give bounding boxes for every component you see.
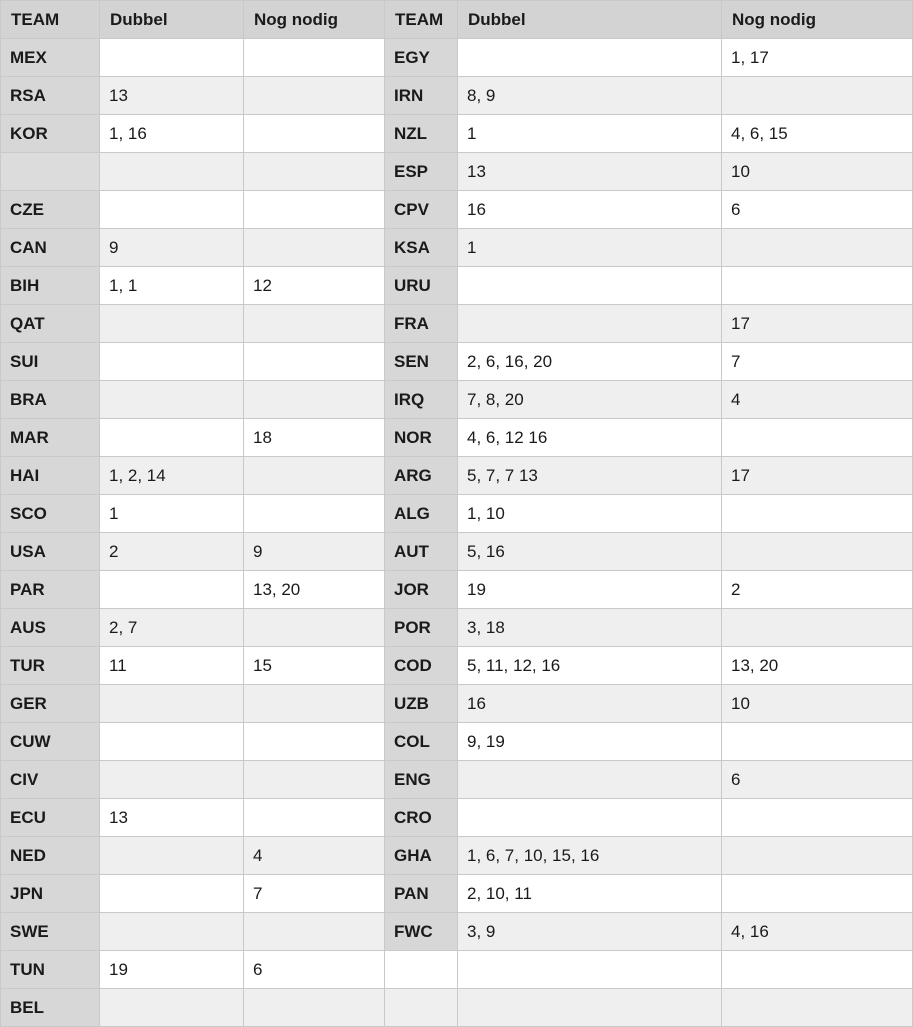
table-row bbox=[1, 609, 913, 647]
dubbel-cell-left[interactable] bbox=[100, 381, 244, 419]
nog-nodig-cell-right[interactable] bbox=[722, 495, 913, 533]
header-nog-nodig-right[interactable]: Nog nodig bbox=[722, 1, 913, 39]
dubbel-cell-right[interactable]: 8, 9 bbox=[458, 77, 722, 115]
table-row bbox=[1, 191, 913, 229]
team-cell-left[interactable]: SUI bbox=[1, 343, 100, 381]
dubbel-cell-right[interactable]: 3, 18 bbox=[458, 609, 722, 647]
team-cell-left[interactable]: SCO bbox=[1, 495, 100, 533]
team-cell-left[interactable]: TUN bbox=[1, 951, 100, 989]
dubbel-cell-right[interactable]: 2, 10, 11 bbox=[458, 875, 722, 913]
dubbel-cell-right[interactable]: 4, 6, 12 16 bbox=[458, 419, 722, 457]
team-cell-right[interactable]: ENG bbox=[385, 761, 458, 799]
dubbel-cell-left[interactable] bbox=[100, 989, 244, 1027]
team-cell-right[interactable]: FWC bbox=[385, 913, 458, 951]
table-row bbox=[1, 799, 913, 837]
nog-nodig-cell-right[interactable]: 6 bbox=[722, 191, 913, 229]
team-cell-right[interactable]: URU bbox=[385, 267, 458, 305]
dubbel-cell-right[interactable] bbox=[458, 305, 722, 343]
dubbel-cell-right[interactable] bbox=[458, 989, 722, 1027]
nog-nodig-cell-left[interactable] bbox=[244, 457, 385, 495]
nog-nodig-cell-right[interactable] bbox=[722, 419, 913, 457]
nog-nodig-cell-left[interactable]: 7 bbox=[244, 875, 385, 913]
team-cell-left[interactable]: GER bbox=[1, 685, 100, 723]
team-cell-right[interactable]: NOR bbox=[385, 419, 458, 457]
dubbel-cell-left[interactable] bbox=[100, 685, 244, 723]
dubbel-cell-right[interactable]: 9, 19 bbox=[458, 723, 722, 761]
dubbel-cell-right[interactable] bbox=[458, 951, 722, 989]
table-row bbox=[1, 647, 913, 685]
table-row bbox=[1, 875, 913, 913]
nog-nodig-cell-right[interactable]: 10 bbox=[722, 685, 913, 723]
team-cell-left[interactable]: MAR bbox=[1, 419, 100, 457]
nog-nodig-cell-left[interactable] bbox=[244, 989, 385, 1027]
team-cell-right[interactable]: SEN bbox=[385, 343, 458, 381]
table-row bbox=[1, 39, 913, 77]
team-cell-left[interactable]: MEX bbox=[1, 39, 100, 77]
team-cell-right[interactable]: CRO bbox=[385, 799, 458, 837]
nog-nodig-cell-right[interactable]: 17 bbox=[722, 305, 913, 343]
table-row bbox=[1, 571, 913, 609]
team-cell-right[interactable]: JOR bbox=[385, 571, 458, 609]
nog-nodig-cell-left[interactable]: 12 bbox=[244, 267, 385, 305]
table-row bbox=[1, 837, 913, 875]
dubbel-cell-right[interactable]: 5, 16 bbox=[458, 533, 722, 571]
team-cell-right[interactable]: CPV bbox=[385, 191, 458, 229]
nog-nodig-cell-left[interactable] bbox=[244, 495, 385, 533]
team-cell-left[interactable]: RSA bbox=[1, 77, 100, 115]
nog-nodig-cell-left[interactable]: 9 bbox=[244, 533, 385, 571]
team-cell-right[interactable]: ESP bbox=[385, 153, 458, 191]
nog-nodig-cell-right[interactable]: 7 bbox=[722, 343, 913, 381]
team-cell-left[interactable]: JPN bbox=[1, 875, 100, 913]
nog-nodig-cell-left[interactable] bbox=[244, 761, 385, 799]
team-cell-right[interactable] bbox=[385, 951, 458, 989]
nog-nodig-cell-left[interactable] bbox=[244, 685, 385, 723]
nog-nodig-cell-left[interactable] bbox=[244, 191, 385, 229]
team-cell-left[interactable]: CUW bbox=[1, 723, 100, 761]
nog-nodig-cell-left[interactable] bbox=[244, 153, 385, 191]
team-cell-left[interactable]: TUR bbox=[1, 647, 100, 685]
team-cell-left[interactable] bbox=[1, 153, 100, 191]
dubbel-cell-right[interactable]: 1, 6, 7, 10, 15, 16 bbox=[458, 837, 722, 875]
team-cell-right[interactable]: PAN bbox=[385, 875, 458, 913]
team-cell-right[interactable]: COL bbox=[385, 723, 458, 761]
nog-nodig-cell-left[interactable] bbox=[244, 609, 385, 647]
table-row bbox=[1, 723, 913, 761]
team-cell-left[interactable]: CZE bbox=[1, 191, 100, 229]
dubbel-cell-left[interactable]: 2, 7 bbox=[100, 609, 244, 647]
table-header bbox=[1, 1, 913, 39]
dubbel-cell-left[interactable] bbox=[100, 305, 244, 343]
dubbel-cell-left[interactable] bbox=[100, 723, 244, 761]
team-cell-right[interactable]: EGY bbox=[385, 39, 458, 77]
dubbel-cell-right[interactable]: 7, 8, 20 bbox=[458, 381, 722, 419]
dubbel-cell-right[interactable]: 16 bbox=[458, 685, 722, 723]
table-row bbox=[1, 951, 913, 989]
dubbel-cell-left[interactable] bbox=[100, 571, 244, 609]
table-row bbox=[1, 343, 913, 381]
table-row bbox=[1, 495, 913, 533]
nog-nodig-cell-right[interactable] bbox=[722, 267, 913, 305]
team-cell-left[interactable]: NED bbox=[1, 837, 100, 875]
dubbel-cell-left[interactable]: 1, 16 bbox=[100, 115, 244, 153]
team-cell-right[interactable]: NZL bbox=[385, 115, 458, 153]
dubbel-cell-right[interactable] bbox=[458, 267, 722, 305]
dubbel-cell-right[interactable]: 19 bbox=[458, 571, 722, 609]
table-row bbox=[1, 77, 913, 115]
nog-nodig-cell-left[interactable] bbox=[244, 305, 385, 343]
nog-nodig-cell-left[interactable] bbox=[244, 913, 385, 951]
dubbel-cell-left[interactable] bbox=[100, 913, 244, 951]
table-row bbox=[1, 267, 913, 305]
table-row bbox=[1, 989, 913, 1027]
nog-nodig-cell-left[interactable]: 15 bbox=[244, 647, 385, 685]
team-cell-left[interactable]: BIH bbox=[1, 267, 100, 305]
dubbel-cell-left[interactable] bbox=[100, 419, 244, 457]
nog-nodig-cell-left[interactable] bbox=[244, 229, 385, 267]
team-cell-left[interactable]: QAT bbox=[1, 305, 100, 343]
nog-nodig-cell-left[interactable]: 6 bbox=[244, 951, 385, 989]
table-row bbox=[1, 533, 913, 571]
dubbel-cell-right[interactable]: 5, 7, 7 13 bbox=[458, 457, 722, 495]
nog-nodig-cell-right[interactable]: 1, 17 bbox=[722, 39, 913, 77]
nog-nodig-cell-right[interactable]: 6 bbox=[722, 761, 913, 799]
dubbel-cell-left[interactable]: 13 bbox=[100, 799, 244, 837]
dubbel-cell-right[interactable]: 2, 6, 16, 20 bbox=[458, 343, 722, 381]
nog-nodig-cell-right[interactable]: 2 bbox=[722, 571, 913, 609]
dubbel-cell-left[interactable]: 11 bbox=[100, 647, 244, 685]
dubbel-cell-left[interactable]: 1, 1 bbox=[100, 267, 244, 305]
dubbel-cell-right[interactable]: 3, 9 bbox=[458, 913, 722, 951]
team-cell-left[interactable]: ECU bbox=[1, 799, 100, 837]
nog-nodig-cell-left[interactable] bbox=[244, 39, 385, 77]
nog-nodig-cell-right[interactable] bbox=[722, 989, 913, 1027]
team-cell-left[interactable]: BRA bbox=[1, 381, 100, 419]
team-cell-right[interactable]: KSA bbox=[385, 229, 458, 267]
dubbel-cell-left[interactable] bbox=[100, 343, 244, 381]
dubbel-cell-right[interactable]: 1 bbox=[458, 115, 722, 153]
table-row bbox=[1, 457, 913, 495]
nog-nodig-cell-left[interactable] bbox=[244, 381, 385, 419]
dubbel-cell-right[interactable]: 13 bbox=[458, 153, 722, 191]
team-cell-left[interactable]: SWE bbox=[1, 913, 100, 951]
nog-nodig-cell-left[interactable] bbox=[244, 115, 385, 153]
team-cell-right[interactable]: POR bbox=[385, 609, 458, 647]
team-cell-right[interactable]: FRA bbox=[385, 305, 458, 343]
dubbel-cell-right[interactable] bbox=[458, 39, 722, 77]
dubbel-cell-left[interactable] bbox=[100, 191, 244, 229]
team-cell-left[interactable]: KOR bbox=[1, 115, 100, 153]
nog-nodig-cell-left[interactable]: 4 bbox=[244, 837, 385, 875]
nog-nodig-cell-right[interactable] bbox=[722, 875, 913, 913]
dubbel-cell-right[interactable]: 16 bbox=[458, 191, 722, 229]
table-row bbox=[1, 913, 913, 951]
nog-nodig-cell-right[interactable] bbox=[722, 837, 913, 875]
header-row bbox=[1, 1, 913, 39]
header-dubbel-right[interactable]: Dubbel bbox=[458, 1, 722, 39]
team-cell-right[interactable]: COD bbox=[385, 647, 458, 685]
header-team-left[interactable]: TEAM bbox=[1, 1, 100, 39]
dubbel-cell-left[interactable]: 1, 2, 14 bbox=[100, 457, 244, 495]
team-cell-right[interactable] bbox=[385, 989, 458, 1027]
nog-nodig-cell-left[interactable] bbox=[244, 723, 385, 761]
nog-nodig-cell-right[interactable] bbox=[722, 77, 913, 115]
table-row bbox=[1, 115, 913, 153]
nog-nodig-cell-right[interactable]: 10 bbox=[722, 153, 913, 191]
nog-nodig-cell-left[interactable]: 13, 20 bbox=[244, 571, 385, 609]
dubbel-cell-left[interactable]: 13 bbox=[100, 77, 244, 115]
nog-nodig-cell-right[interactable]: 4 bbox=[722, 381, 913, 419]
dubbel-cell-right[interactable]: 5, 11, 12, 16 bbox=[458, 647, 722, 685]
dubbel-cell-left[interactable] bbox=[100, 39, 244, 77]
table-row bbox=[1, 761, 913, 799]
nog-nodig-cell-left[interactable]: 18 bbox=[244, 419, 385, 457]
nog-nodig-cell-left[interactable] bbox=[244, 799, 385, 837]
table-row bbox=[1, 381, 913, 419]
team-cell-left[interactable]: CAN bbox=[1, 229, 100, 267]
team-cell-left[interactable]: BEL bbox=[1, 989, 100, 1027]
team-cell-right[interactable]: UZB bbox=[385, 685, 458, 723]
dubbel-cell-right[interactable]: 1 bbox=[458, 229, 722, 267]
header-nog-nodig-left[interactable]: Nog nodig bbox=[244, 1, 385, 39]
team-cell-left[interactable]: HAI bbox=[1, 457, 100, 495]
nog-nodig-cell-right[interactable]: 17 bbox=[722, 457, 913, 495]
table-body bbox=[1, 39, 913, 1027]
dubbel-cell-right[interactable] bbox=[458, 799, 722, 837]
nog-nodig-cell-left[interactable] bbox=[244, 343, 385, 381]
nog-nodig-cell-right[interactable] bbox=[722, 533, 913, 571]
dubbel-cell-left[interactable] bbox=[100, 837, 244, 875]
team-cell-left[interactable]: USA bbox=[1, 533, 100, 571]
nog-nodig-cell-right[interactable]: 13, 20 bbox=[722, 647, 913, 685]
nog-nodig-cell-right[interactable] bbox=[722, 609, 913, 647]
header-dubbel-left[interactable]: Dubbel bbox=[100, 1, 244, 39]
dubbel-cell-left[interactable]: 1 bbox=[100, 495, 244, 533]
team-cell-left[interactable]: PAR bbox=[1, 571, 100, 609]
nog-nodig-cell-right[interactable]: 4, 6, 15 bbox=[722, 115, 913, 153]
nog-nodig-cell-right[interactable] bbox=[722, 229, 913, 267]
header-team-right[interactable]: TEAM bbox=[385, 1, 458, 39]
dubbel-cell-left[interactable] bbox=[100, 875, 244, 913]
nog-nodig-cell-right[interactable] bbox=[722, 951, 913, 989]
dubbel-cell-right[interactable]: 1, 10 bbox=[458, 495, 722, 533]
nog-nodig-cell-right[interactable] bbox=[722, 723, 913, 761]
table-row bbox=[1, 153, 913, 191]
team-cell-left[interactable]: CIV bbox=[1, 761, 100, 799]
dubbel-cell-left[interactable]: 19 bbox=[100, 951, 244, 989]
nog-nodig-cell-right[interactable]: 4, 16 bbox=[722, 913, 913, 951]
table-row bbox=[1, 685, 913, 723]
team-cell-left[interactable]: AUS bbox=[1, 609, 100, 647]
nog-nodig-cell-left[interactable] bbox=[244, 77, 385, 115]
team-cell-right[interactable]: ALG bbox=[385, 495, 458, 533]
team-cell-right[interactable]: IRN bbox=[385, 77, 458, 115]
table-row bbox=[1, 229, 913, 267]
nog-nodig-cell-right[interactable] bbox=[722, 799, 913, 837]
dubbel-cell-left[interactable]: 2 bbox=[100, 533, 244, 571]
dubbel-cell-right[interactable] bbox=[458, 761, 722, 799]
dubbel-cell-left[interactable] bbox=[100, 761, 244, 799]
team-cell-right[interactable]: ARG bbox=[385, 457, 458, 495]
team-cell-right[interactable]: GHA bbox=[385, 837, 458, 875]
table-row bbox=[1, 305, 913, 343]
team-cell-right[interactable]: IRQ bbox=[385, 381, 458, 419]
team-cell-right[interactable]: AUT bbox=[385, 533, 458, 571]
table-row bbox=[1, 419, 913, 457]
dubbel-cell-left[interactable]: 9 bbox=[100, 229, 244, 267]
dubbel-cell-left[interactable] bbox=[100, 153, 244, 191]
